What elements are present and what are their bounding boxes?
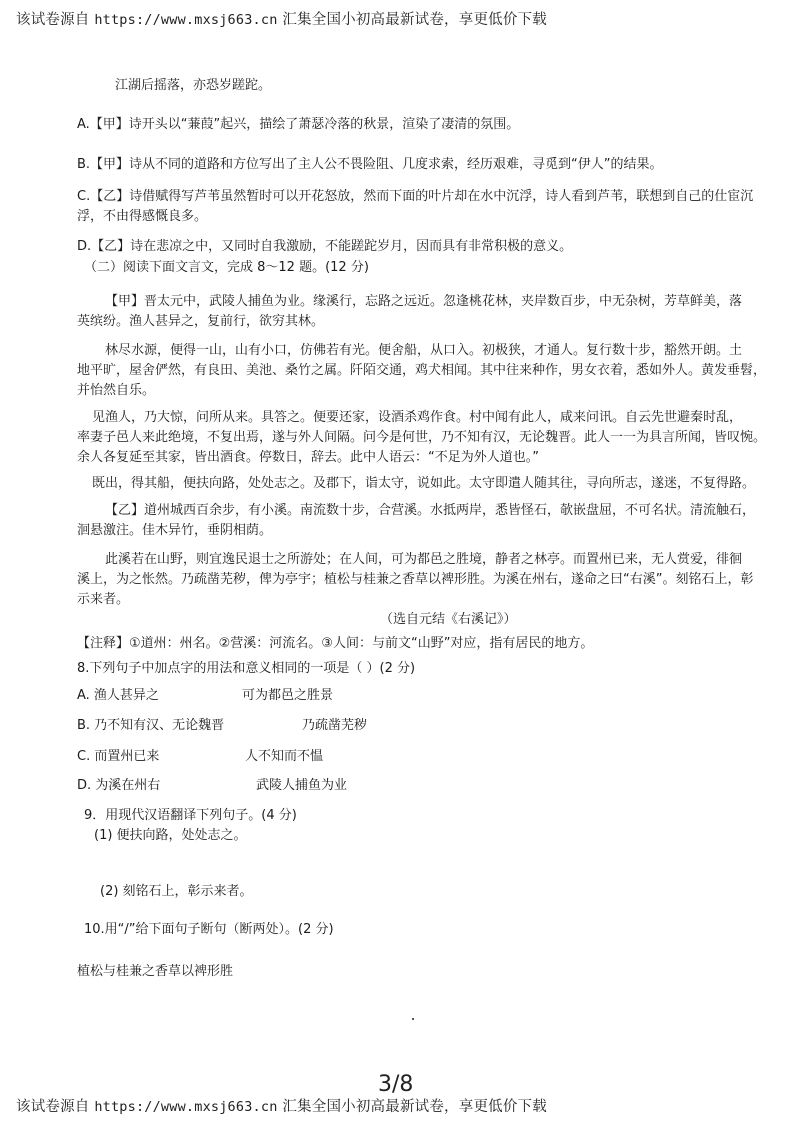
footer-source: 该试卷源自 — [16, 1099, 90, 1115]
page-number: 3/8 — [378, 1072, 414, 1097]
q9-item-1: (1) 便扶向路，处处志之。 — [94, 828, 247, 843]
passage-yi-line: 【乙】道州城西百余步，有小溪。南流数十步，合营溪。水抵两岸，悉皆怪石，欹嵌盘屈，不可名状。清流触石， — [105, 503, 756, 518]
q9-item-2: (2) 刻铭石上，彰示来者。 — [100, 884, 253, 899]
prev-option-a: A.【甲】诗开头以“蒹葭”起兴，描绘了萧瑟冷落的秋景，渲染了凄清的氛围。 — [77, 117, 520, 132]
q8-option-a-left: A. 渔人甚异之 — [77, 688, 159, 703]
q8-option-c-left: C. 而置州已来 — [77, 749, 160, 764]
source-note: （选自元结《右溪记》） — [380, 612, 517, 627]
prev-option-c: C.【乙】诗借赋得写芦苇虽然暂时可以开花怒放，然而下面的叶片却在水中沉浮，诗人看到芦苇，联想到自己的仕宦沉 — [77, 189, 754, 204]
passage-jia-line: 既出，得其船，便扶向路，处处志之。及郡下，诣太守，说如此。太守即遣人随其往，寻向所志，遂迷，不复得路。 — [92, 476, 756, 491]
header-watermark — [16, 8, 547, 29]
annotation: 【注释】①道州：州名。②营溪：河流名。③人间：与前文“山野”对应，指有居民的地方。 — [77, 636, 594, 651]
prev-option-b: B.【甲】诗从不同的道路和方位写出了主人公不畏险阻、几度求索，经历艰难，寻觅到“伊人”的结果。 — [77, 157, 663, 172]
q10-sentence: 植松与桂兼之香草以裨形胜 — [77, 964, 234, 979]
footer-tagline: 汇集全国小初高最新试卷，享更低价下载 — [282, 1099, 547, 1115]
q8-option-b-right: 乃疏凿芜秽 — [302, 718, 368, 733]
passage-yi-line: 示来者。 — [77, 592, 130, 607]
passage-jia-line: 地平旷，屋舍俨然，有良田、美池、桑竹之属。阡陌交通，鸡犬相闻。其中往来种作，男女衣着，悉如外人。黄发垂髫， — [77, 363, 767, 378]
passage-jia-line: 林尽水源，便得一山，山有小口，仿佛若有光。便舍船，从口入。初极狭，才通人。复行数十步，豁然开朗。土 — [105, 343, 743, 358]
passage-yi-line: 此溪若在山野，则宜逸民退士之所游处；在人间，可为都邑之胜境，静者之林亭。而置州已来，无人赏爱，徘徊 — [105, 552, 743, 567]
prev-option-d: D.【乙】诗在悲凉之中，又同时自我激励，不能蹉跎岁月，因而具有非常积极的意义。 — [77, 239, 573, 254]
header-tagline: 汇集全国小初高最新试卷，享更低价下载 — [282, 12, 547, 28]
section-heading: （二）阅读下面文言文，完成 8～12 题。(12 分) — [84, 260, 369, 275]
passage-yi-line: 溪上，为之怅然。乃疏凿芜秽，俾为亭宇；植松与桂兼之香草以裨形胜。为溪在州右，遂命之曰“右溪”。刻铭石上，彰 — [77, 572, 754, 587]
passage-jia-line: 余人各复延至其家，皆出酒食。停数日，辞去。此中人语云：“不足为外人道也。” — [77, 450, 539, 465]
passage-jia-line: 率妻子邑人来此绝境，不复出焉，遂与外人间隔。问今是何世，乃不知有汉，无论魏晋。此人一一为具言所闻，皆叹惋。 — [77, 430, 767, 445]
header-source: 该试卷源自 — [16, 12, 90, 28]
poem-tail: 江湖后摇落，亦恐岁蹉跎。 — [115, 78, 272, 93]
footer-watermark — [16, 1095, 547, 1116]
passage-jia-line: 并怡然自乐。 — [77, 383, 156, 398]
footer-url[interactable]: https://www.mxsj663.cn — [94, 1099, 278, 1115]
q9-stem: 9．用现代汉语翻译下列句子。(4 分) — [84, 808, 297, 823]
passage-jia-line: 见渔人，乃大惊，问所从来。具答之。便要还家，设酒杀鸡作食。村中闻有此人，咸来问讯。自云先世避秦时乱， — [92, 410, 743, 425]
header-url[interactable]: https://www.mxsj663.cn — [94, 12, 278, 28]
passage-jia-line: 【甲】晋太元中，武陵人捕鱼为业。缘溪行，忘路之远近。忽逢桃花林，夹岸数百步，中无杂树，芳草鲜美，落 — [105, 294, 743, 309]
q8-option-b-left: B. 乃不知有汉、无论魏晋 — [77, 718, 225, 733]
q8-stem: 8.下列句子中加点字的用法和意义相同的一项是（ ）(2 分) — [77, 661, 416, 676]
prev-option-c-cont: 浮，不由得感慨良多。 — [77, 209, 208, 224]
q8-option-d-right: 武陵人捕鱼为业 — [256, 778, 348, 793]
q8-option-d-left: D. 为溪在州右 — [77, 778, 161, 793]
scan-speck — [412, 1018, 414, 1020]
passage-jia-line: 英缤纷。渔人甚异之，复前行，欲穷其林。 — [77, 314, 325, 329]
passage-yi-line: 洄悬激注。佳木异竹，垂阴相荫。 — [77, 523, 273, 538]
q10-stem: 10.用“/”给下面句子断句（断两处）。(2 分) — [84, 922, 334, 937]
q8-option-c-right: 人不知而不愠 — [245, 749, 324, 764]
q8-option-a-right: 可为都邑之胜景 — [242, 688, 334, 703]
